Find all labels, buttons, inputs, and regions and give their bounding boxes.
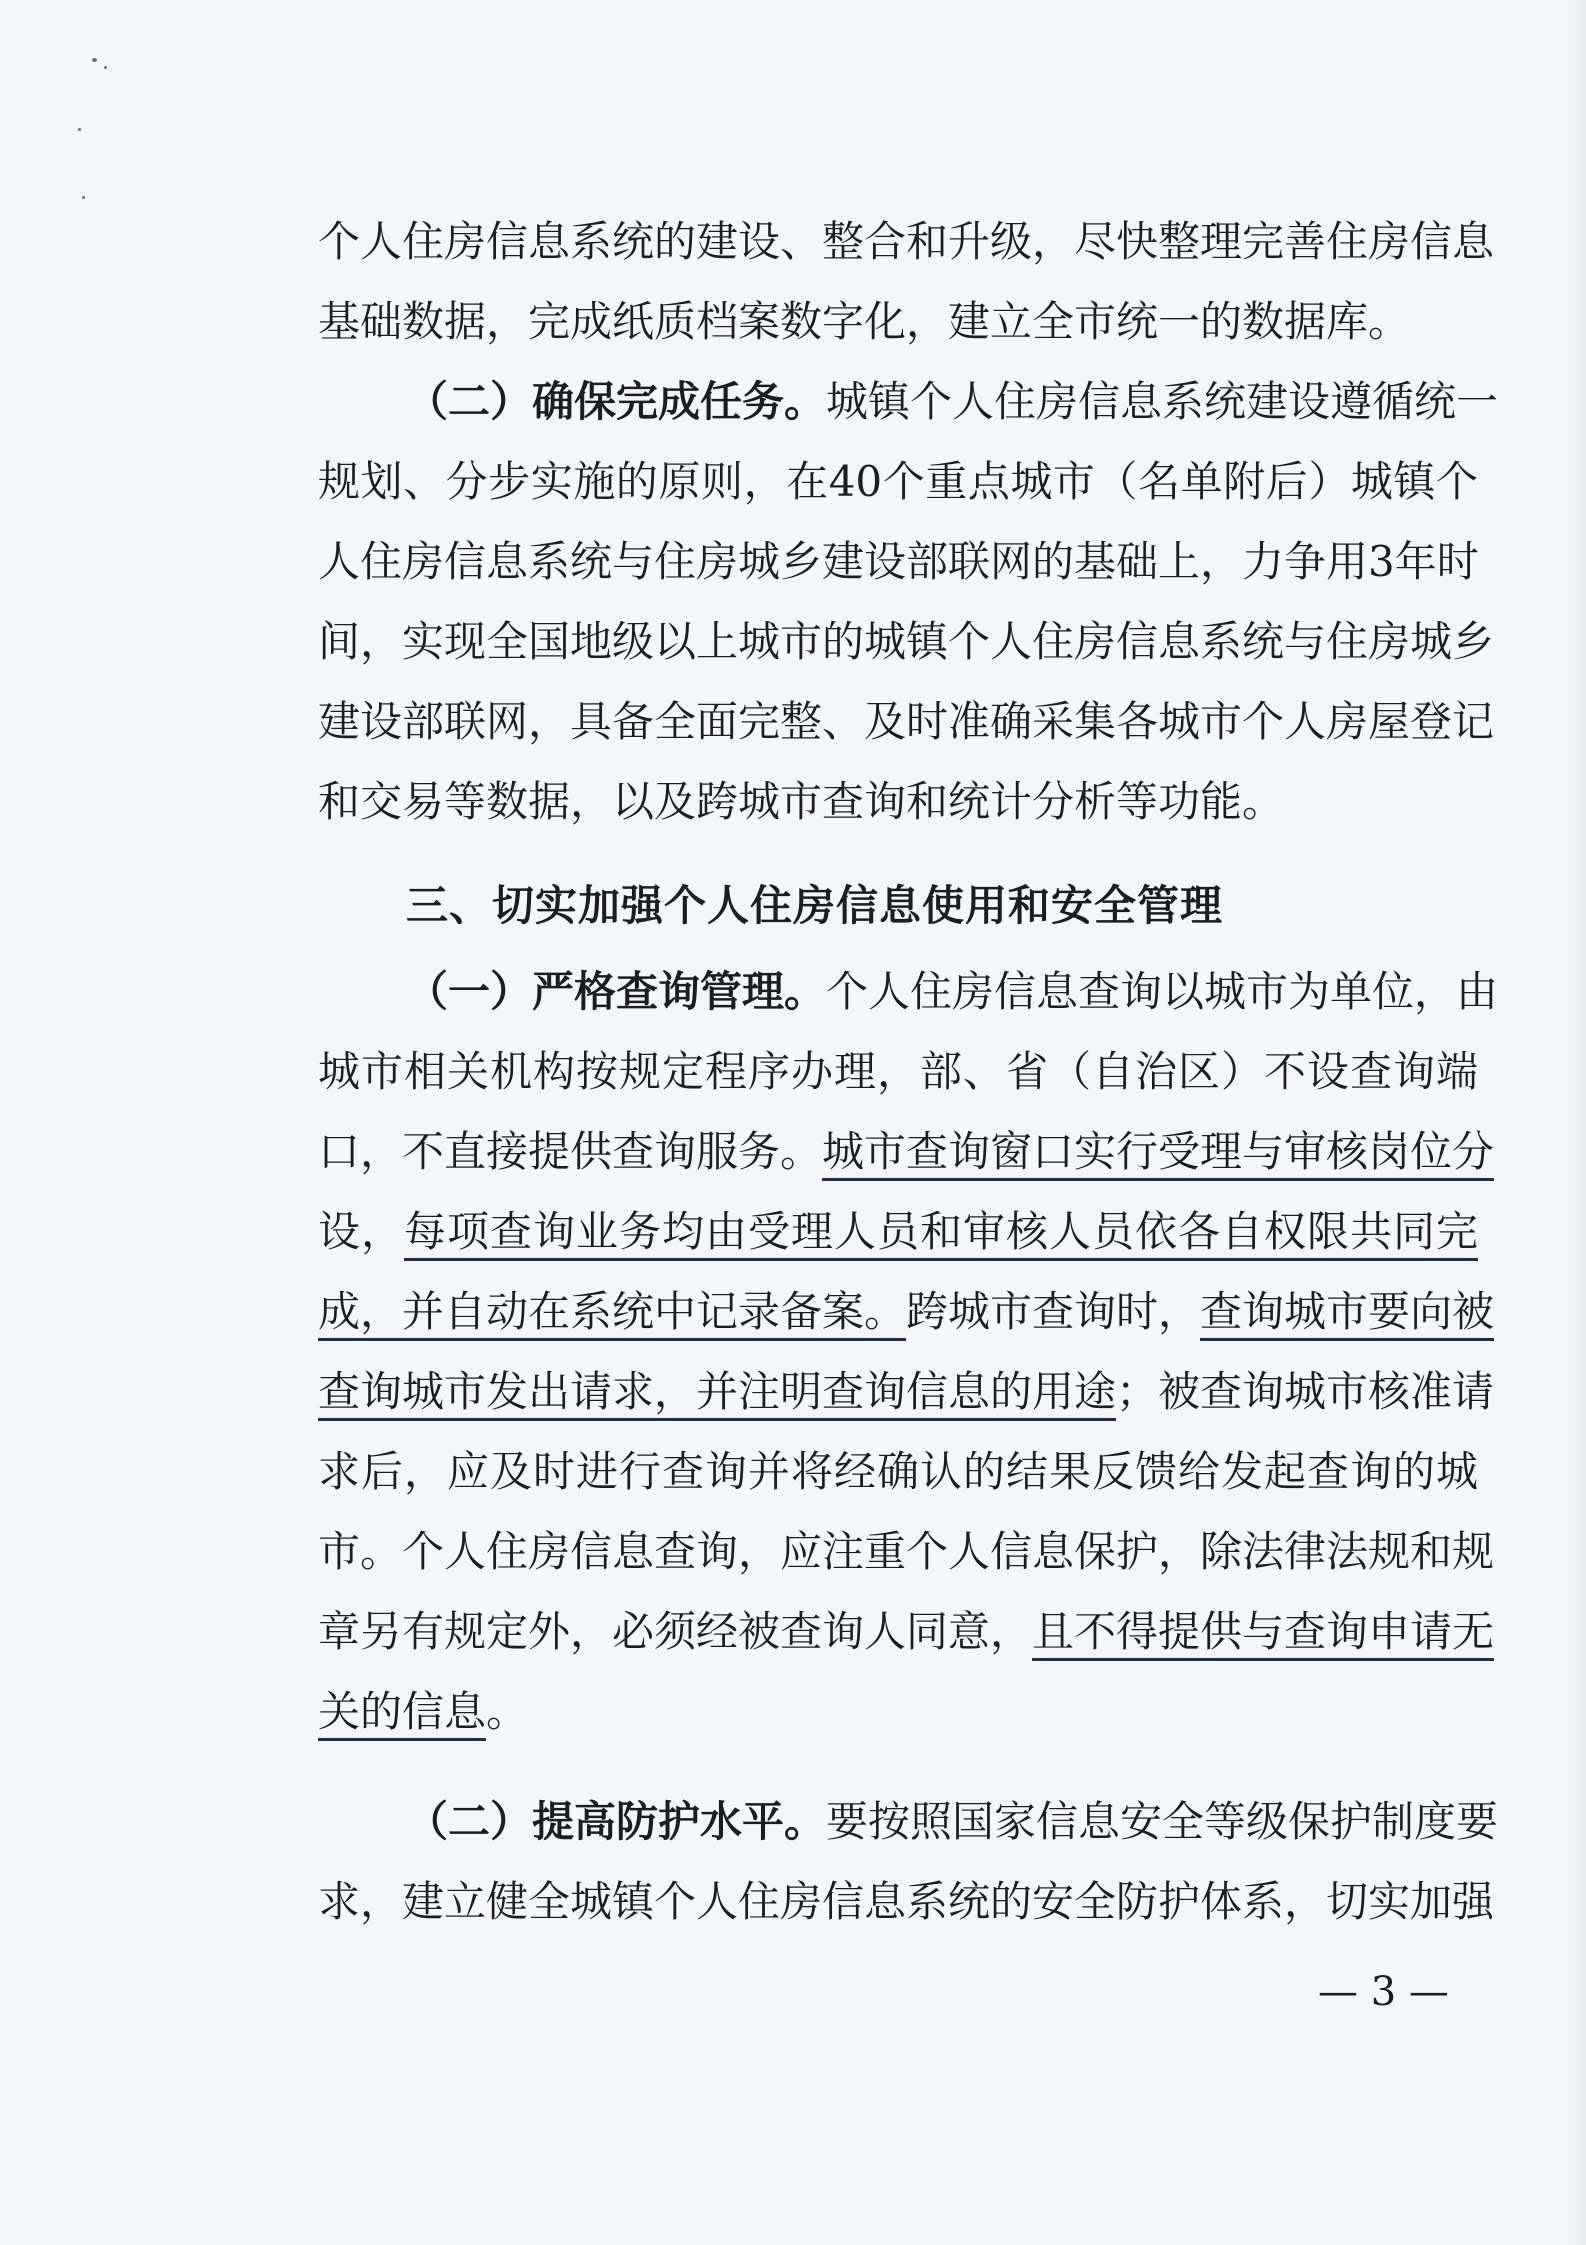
underlined-text: 成，并自动在系统中记录备案。 (318, 1287, 907, 1336)
subsection-title: （二）提高防护水平。 (406, 1797, 827, 1846)
section-heading: 三、切实加强个人住房信息使用和安全管理 (406, 881, 1224, 930)
paragraph-2-line-2: 规划、分步实施的原则，在40个重点城市（名单附后）城镇个 (318, 457, 1478, 506)
underlined-text: 城市查询窗口实行受理与审核岗位分 (822, 1127, 1495, 1176)
underlined-text: 每项查询业务均由受理人员和审核人员依各自权限共同完 (404, 1207, 1478, 1256)
paragraph-4-line-1 (406, 1792, 1499, 1852)
paragraph-3-line-5 (318, 1282, 1495, 1342)
paragraph-text: ；被查询城市核准请 (1116, 1367, 1495, 1416)
underlined-text: 且不得提供与查询申请无 (1032, 1607, 1495, 1656)
paragraph-1-line-1: 个人住房信息系统的建设、整合和升级，尽快整理完善住房信息 (318, 217, 1495, 266)
paragraph-2-line-5: 建设部联网，具备全面完整、及时准确采集各城市个人房屋登记 (318, 697, 1495, 746)
paragraph-text: 个人住房信息查询以城市为单位，由 (826, 967, 1499, 1016)
underlined-text: 查询城市发出请求，并注明查询信息的用途 (318, 1367, 1117, 1416)
paragraph-2-line-6: 和交易等数据，以及跨城市查询和统计分析等功能。 (318, 777, 1285, 826)
page-number: — 3 — (1318, 1969, 1449, 2015)
paragraph-text: 口，不直接提供查询服务。 (318, 1127, 823, 1176)
paragraph-text: 城镇个人住房信息系统建设遵循统一 (826, 377, 1499, 426)
subsection-title: （一）严格查询管理。 (406, 967, 827, 1016)
paragraph-text: 跨城市查询时， (906, 1287, 1201, 1336)
paragraph-3-line-9 (318, 1602, 1495, 1662)
paragraph-text: 章另有规定外，必须经被查询人同意， (318, 1607, 1033, 1656)
underlined-text: 查询城市要向被 (1200, 1287, 1495, 1336)
paragraph-3-line-4 (318, 1202, 1478, 1262)
paragraph-3-line-1 (406, 962, 1499, 1022)
paragraph-3-line-3 (318, 1122, 1495, 1182)
subsection-title: （二）确保完成任务。 (406, 377, 827, 426)
paragraph-3-line-10 (318, 1682, 1478, 1742)
paragraph-3-line-7: 求后，应及时进行查询并将经确认的结果反馈给发起查询的城 (318, 1447, 1478, 1496)
paragraph-3-line-6 (318, 1362, 1495, 1422)
paragraph-text: 要按照国家信息安全等级保护制度要 (826, 1797, 1499, 1846)
paragraph-2-line-4: 间，实现全国地级以上城市的城镇个人住房信息系统与住房城乡 (318, 617, 1495, 666)
underlined-text: 关的信息 (318, 1687, 487, 1736)
scan-speck (82, 196, 85, 199)
paragraph-3-line-8: 市。个人住房信息查询，应注重个人信息保护，除法律法规和规 (318, 1527, 1495, 1576)
paragraph-1-line-2: 基础数据，完成纸质档案数字化，建立全市统一的数据库。 (318, 297, 1411, 346)
paragraph-4-line-2: 求，建立健全城镇个人住房信息系统的安全防护体系，切实加强 (318, 1877, 1495, 1926)
paragraph-2-line-3: 人住房信息系统与住房城乡建设部联网的基础上，力争用3年时 (318, 537, 1479, 586)
scan-speck (78, 128, 81, 131)
scan-speck (92, 58, 97, 62)
paragraph-2-line-1 (406, 372, 1499, 432)
paragraph-text: 设， (318, 1207, 404, 1256)
paragraph-text: 。 (486, 1687, 529, 1736)
scan-speck (104, 66, 107, 69)
paragraph-3-line-2: 城市相关机构按规定程序办理，部、省（自治区）不设查询端 (318, 1047, 1478, 1096)
